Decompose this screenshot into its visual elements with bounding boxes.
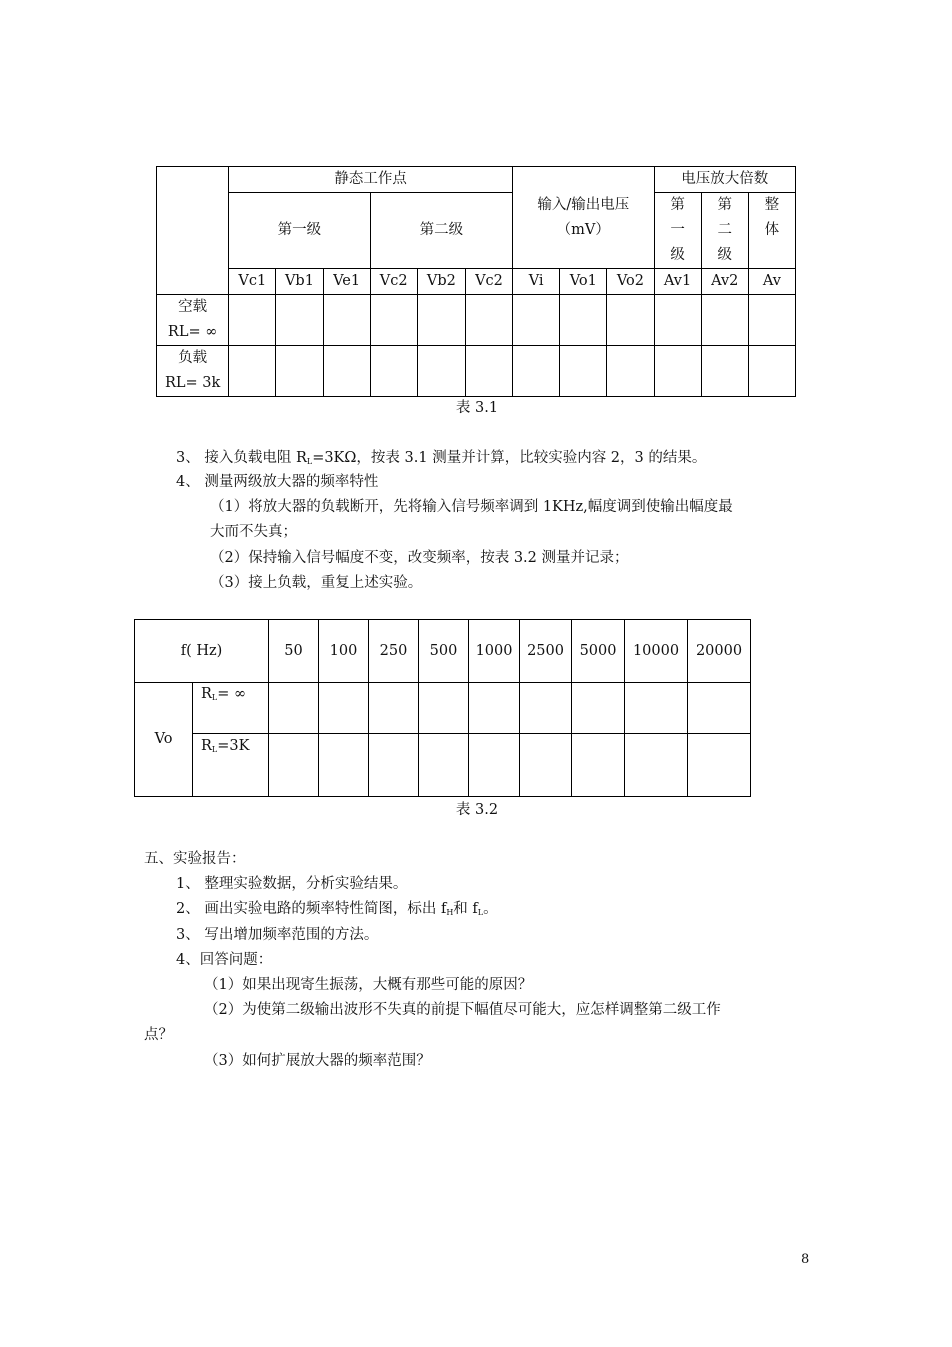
data-cell[interactable]: [688, 683, 751, 734]
data-cell[interactable]: [748, 346, 795, 397]
data-cell[interactable]: [572, 734, 625, 797]
data-cell[interactable]: [323, 346, 370, 397]
data-cell[interactable]: [417, 346, 465, 397]
col-header: Vc1: [229, 269, 276, 295]
data-cell[interactable]: [748, 295, 795, 346]
row-label-load: 负载 RL= 3k: [157, 346, 229, 397]
data-cell[interactable]: [276, 346, 323, 397]
data-cell[interactable]: [276, 295, 323, 346]
col-header: Av1: [654, 269, 701, 295]
data-cell[interactable]: [607, 295, 654, 346]
freq-header: 50: [269, 620, 319, 683]
data-cell[interactable]: [625, 734, 688, 797]
data-cell[interactable]: [323, 295, 370, 346]
step-4-1-line1: （1）将放大器的负载断开，先将输入信号频率调到 1KHz,幅度调到使输出幅度最: [210, 499, 733, 515]
freq-header: 20000: [688, 620, 751, 683]
header-gain: 电压放大倍数: [654, 167, 795, 193]
table-row: [157, 295, 796, 346]
data-cell[interactable]: [701, 295, 748, 346]
data-cell[interactable]: [417, 295, 465, 346]
col-header: Vc2: [465, 269, 512, 295]
data-cell[interactable]: [419, 734, 469, 797]
data-cell[interactable]: [701, 346, 748, 397]
header-io: [513, 167, 654, 269]
data-cell[interactable]: [319, 734, 369, 797]
report-item-3: 3、 写出增加频率范围的方法。: [176, 927, 379, 943]
question-2-line1: （2）为使第二级输出波形不失真的前提下幅值尽可能大，应怎样调整第二级工作: [204, 1002, 721, 1018]
data-cell[interactable]: [465, 295, 512, 346]
data-cell[interactable]: [369, 683, 419, 734]
step-4-3: （3）接上负载，重复上述实验。: [210, 575, 423, 591]
data-cell[interactable]: [269, 683, 319, 734]
row-label-no-load: 空载 RL= ∞: [157, 295, 229, 346]
freq-header: 2500: [520, 620, 572, 683]
table-3-2-caption: 表 3.2: [455, 802, 499, 818]
data-cell[interactable]: [229, 295, 276, 346]
step-4-2: （2）保持输入信号幅度不变，改变频率，按表 3.2 测量并记录；: [210, 550, 629, 566]
col-header: Av2: [701, 269, 748, 295]
data-cell[interactable]: [520, 683, 572, 734]
col-header: Vb2: [417, 269, 465, 295]
freq-header: 10000: [625, 620, 688, 683]
header-gain-stage1: 第 一 级: [654, 193, 701, 269]
header-gain-stage2: 第 二 级: [701, 193, 748, 269]
step-4-1-line2: 大而不失真；: [210, 524, 297, 540]
data-cell[interactable]: [465, 346, 512, 397]
question-1: （1）如果出现寄生振荡，大概有那些可能的原因？: [204, 977, 533, 993]
data-cell[interactable]: [625, 683, 688, 734]
data-cell[interactable]: [560, 295, 607, 346]
page-number: 8: [801, 1252, 810, 1267]
data-cell[interactable]: [369, 734, 419, 797]
freq-header: 5000: [572, 620, 625, 683]
question-3: （3）如何扩展放大器的频率范围？: [204, 1053, 431, 1069]
freq-label: f( Hz): [135, 620, 269, 683]
data-cell[interactable]: [370, 346, 417, 397]
data-cell[interactable]: [469, 683, 520, 734]
header-gain-total: 整 体: [748, 193, 795, 269]
data-cell[interactable]: [469, 734, 520, 797]
col-header: Ve1: [323, 269, 370, 295]
freq-header: 250: [369, 620, 419, 683]
data-cell[interactable]: [654, 295, 701, 346]
data-cell[interactable]: [419, 683, 469, 734]
report-title: 五、实验报告：: [144, 851, 246, 867]
col-header: Vi: [513, 269, 560, 295]
table-row: [135, 683, 751, 734]
data-cell[interactable]: [688, 734, 751, 797]
data-cell[interactable]: [513, 346, 560, 397]
header-io-unit: （mV）: [556, 221, 610, 238]
table-row: [157, 346, 796, 397]
header-stage2: 第二级: [370, 193, 512, 269]
rl-3k-label: $R_L=3K$: [193, 734, 269, 797]
table-row: [135, 734, 751, 797]
col-header: Vo1: [560, 269, 607, 295]
data-cell[interactable]: [607, 346, 654, 397]
data-cell[interactable]: [370, 295, 417, 346]
col-header: Vc2: [370, 269, 417, 295]
col-header: Vb1: [276, 269, 323, 295]
rl-inf-label: $R_L=$ ∞: [193, 683, 269, 734]
step-3: 3、 接入负载电阻 $R_L=3K\Omega$，按表 3.1 测量并计算，比较实验内容 2，3 的结果。: [176, 450, 707, 466]
vo-label: Vo: [135, 683, 193, 797]
table-3-1: [156, 166, 796, 397]
header-static: 静态工作点: [229, 167, 513, 193]
data-cell[interactable]: [560, 346, 607, 397]
question-2-line2: 点？: [144, 1027, 173, 1043]
data-cell[interactable]: [269, 734, 319, 797]
step-4: 4、 测量两级放大器的频率特性: [176, 474, 379, 490]
report-item-2: 2、 画出实验电路的频率特性简图，标出 $f_H$和 $f_L$。: [176, 901, 498, 917]
freq-header: 100: [319, 620, 369, 683]
freq-header: 1000: [469, 620, 520, 683]
col-header: Vo2: [607, 269, 654, 295]
header-io-label: 输入/输出电压: [537, 196, 630, 213]
corner-cell: [157, 167, 229, 295]
data-cell[interactable]: [572, 683, 625, 734]
freq-header: 500: [419, 620, 469, 683]
data-cell[interactable]: [229, 346, 276, 397]
data-cell[interactable]: [319, 683, 369, 734]
report-item-4: 4、回答问题：: [176, 952, 273, 968]
table-3-1-caption: 表 3.1: [455, 400, 499, 416]
report-item-1: 1、 整理实验数据，分析实验结果。: [176, 876, 408, 892]
data-cell[interactable]: [520, 734, 572, 797]
table-3-2: [134, 619, 751, 797]
data-cell[interactable]: [654, 346, 701, 397]
header-stage1: 第一级: [229, 193, 370, 269]
data-cell[interactable]: [513, 295, 560, 346]
col-header: Av: [748, 269, 795, 295]
